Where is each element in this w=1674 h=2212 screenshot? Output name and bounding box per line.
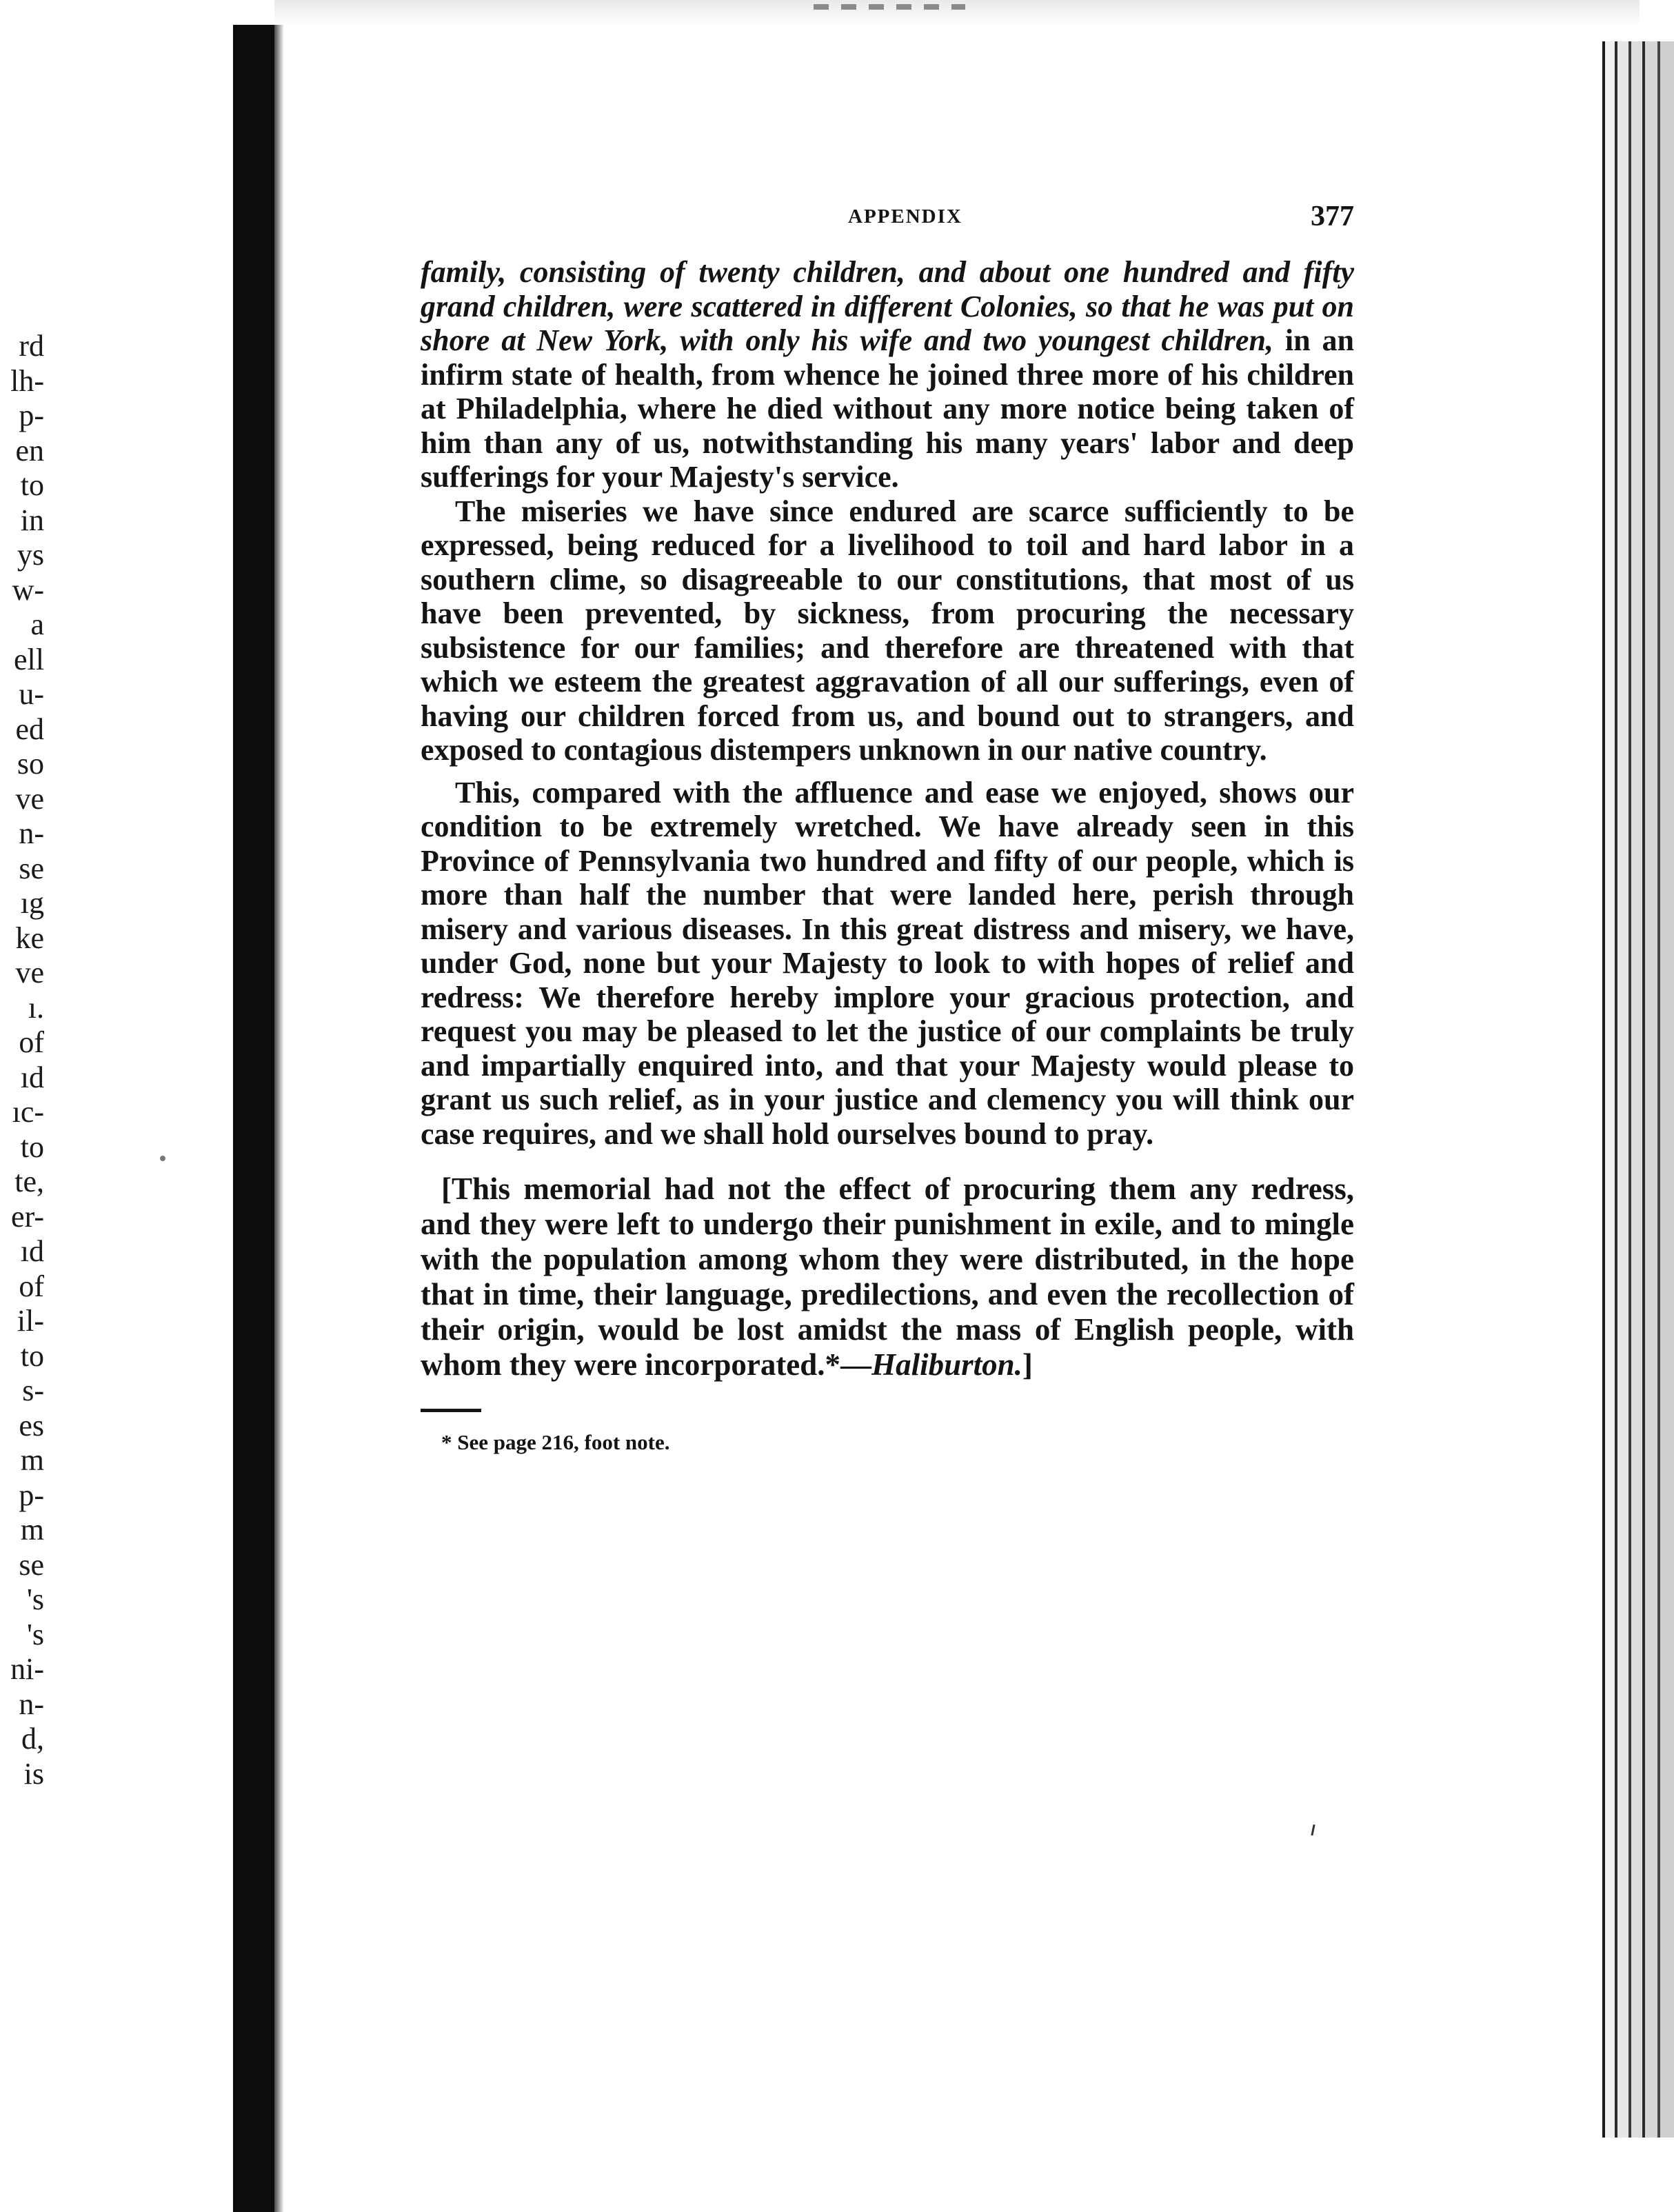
facing-page-fragment: en [15,433,44,467]
facing-page-fragment: er- [11,1199,44,1234]
paragraph-4 [421,1172,1354,1382]
paragraph-3: This, compared with the affluence and ease we enjoyed, shows our condition to be extremely wretched. We have already seen in this Province of Pennsylvania two hundred and fifty of our people, which is more than half the number that were landed here, perish through misery and various diseases. In this great distress and misery, we have, under God, none but your Majesty to look to with hopes of relief and redress: We therefore hereby implore your gracious protection, and request you may be pleased to let the justice of our complaints be truly and impartially enquired into, and that your Majesty would please to grant us such relief, as in your justice and clemency you will think our case requires, and we shall hold ourselves bound to pray. [421,775,1354,1151]
facing-page-fragment: ıd [20,1234,44,1268]
facing-page-fragment: s- [22,1374,44,1407]
facing-page-fragment: n- [19,1687,44,1721]
facing-page-fragment: ıd [20,1060,44,1094]
facing-page-fragment: so [17,747,44,781]
facing-page-fragment: to [20,468,44,502]
facing-page-fragment: ys [17,538,44,572]
facing-page-fragment: to [20,1129,44,1164]
citation-author: Haliburton. [871,1347,1022,1382]
running-head [421,200,1354,255]
facing-page-fragment: ell [14,642,44,676]
paragraph-1-rest: in an infirm state of health, from whence he joined three more of his children at Philadelphia, where he died without any more notice being taken of him than any of us, notwithstanding his many years' labor and deep sufferings for your Majesty's service. [421,323,1355,494]
facing-page-fragment: il- [17,1304,44,1338]
footnote: * See page 216, foot note. [441,1430,670,1454]
paragraph-1-italic: family, consisting of twenty children, and about one hundred and fifty grand children, were scattered in different Colonies, so that he was put on shore at New York, with only his wife and two youngest children, [421,255,1354,357]
book-spine [233,25,274,2212]
facing-page-fragment: u- [19,677,44,711]
facing-page-fragment: ve [15,956,44,989]
facing-page-fragment: ve [15,781,44,816]
paragraph-4-close: ] [1022,1347,1033,1382]
scan-marks [814,4,965,10]
facing-page-fragment: rd [19,329,44,363]
facing-page-fragment: of [19,1025,44,1059]
facing-page-fragment: p- [19,399,44,432]
facing-page-fragment: se [19,1547,44,1582]
facing-page-fragment: 's [26,1617,44,1651]
scan-tick [1311,1824,1315,1836]
facing-page-fragment: n- [19,816,44,850]
facing-page-fragment: se [19,851,44,885]
facing-page-fragment: to [20,1338,44,1373]
facing-page-fragment: a [30,607,44,641]
facing-page-fragment: ıc- [12,1095,44,1129]
facing-page-fragment: m [20,1443,44,1477]
facing-page-fragment: p- [19,1478,44,1512]
facing-page-fragment: ı. [28,990,44,1025]
book-page [421,200,1354,1455]
facing-page-fragment: ke [15,921,44,955]
facing-page-fragment: lh- [10,363,44,398]
facing-page-fragment: 's [26,1582,44,1616]
paragraph-2: The miseries we have since endured are scarce sufficiently to be expressed, being reduced for a livelihood to toil and hard labor in a southern clime, so disagreeable to our constitutions, that most of us have been prevented, by sickness, from procuring the necessary subsistence for our families; and therefore are threatened with that which we esteem the greatest aggravation of all our sufferings, even of having our children forced from us, and bound out to strangers, and exposed to contagious distempers unknown in our native country. [421,494,1354,767]
footnote-rule [421,1409,481,1412]
facing-page-fragment: ed [15,712,44,746]
facing-page-fragment: of [19,1269,44,1303]
facing-page-fragment: ıg [20,886,44,920]
facing-page-fragment: in [20,503,44,537]
facing-page-fragment: d, [21,1722,44,1756]
spine-shadow [274,25,284,2212]
paragraph-1 [421,255,1354,494]
facing-page-fragment: ni- [10,1652,44,1686]
facing-page-fragment: m [20,1513,44,1547]
page-edge-stack [1598,41,1674,2138]
facing-page-fragment: w- [12,572,44,607]
page-number: 377 [1311,201,1354,232]
scan-speck [160,1156,165,1161]
facing-page-fragment: te, [14,1165,44,1198]
paragraph-4-text: [This memorial had not the effect of procuring them any redress, and they were left to undergo their punishment in exile, and to mingle with the population among whom they were distributed, in the hope that in time, their language, predilections, and even the recollection of their origin, would be lost amidst the mass of English people, with whom they were incorporated.*— [421,1172,1354,1382]
facing-page-fragment: es [19,1408,44,1442]
facing-page-sliver [0,331,48,1820]
facing-page-fragment: is [23,1756,44,1791]
page-header-title: APPENDIX [848,205,962,228]
